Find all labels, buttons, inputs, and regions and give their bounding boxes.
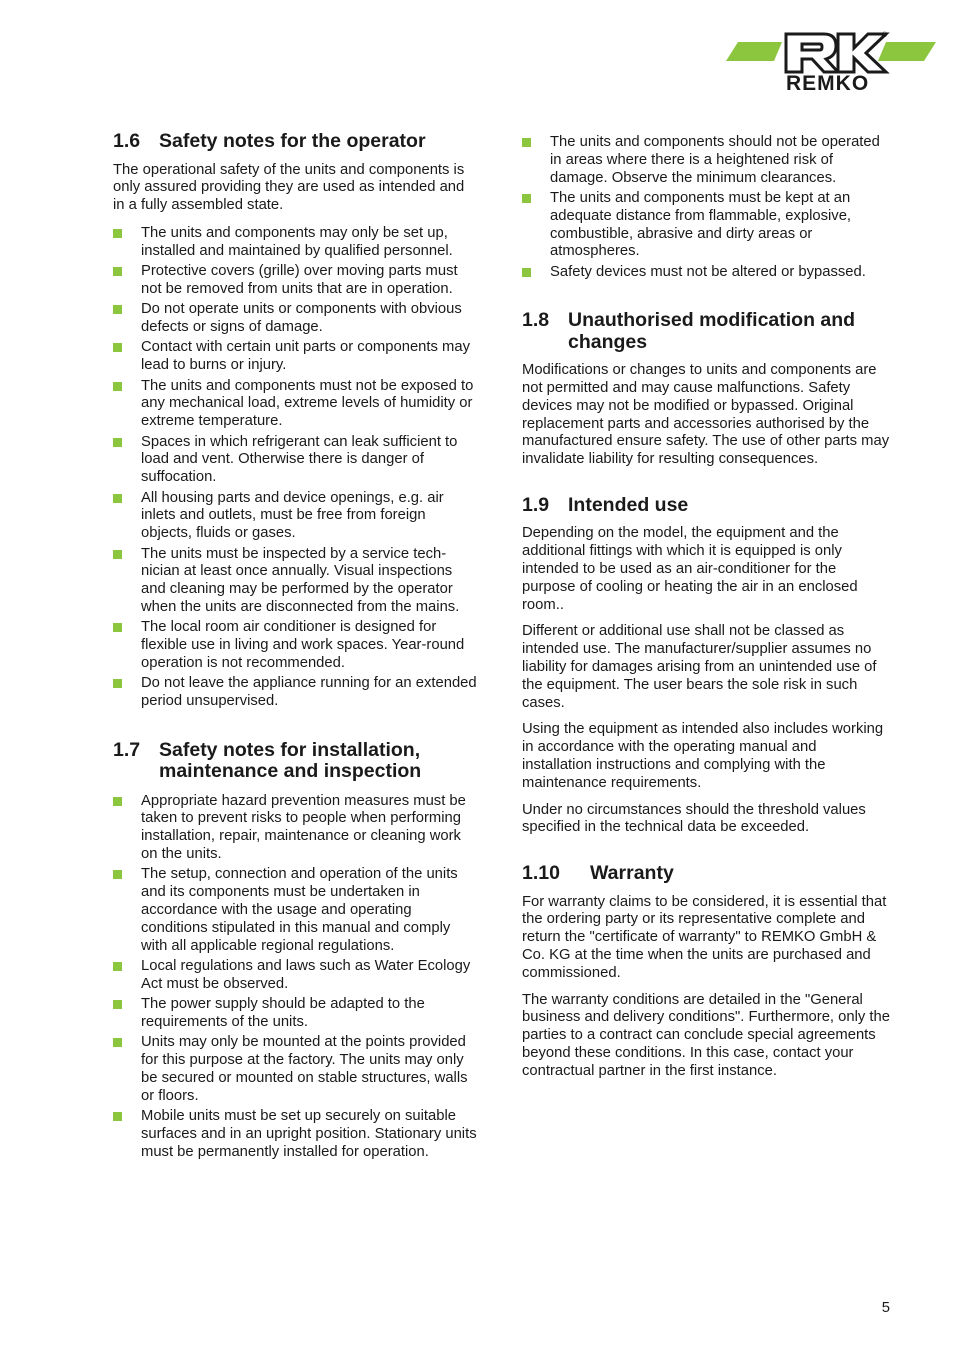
sec-1-6-list bbox=[113, 225, 479, 711]
list-item: Contact with certain unit parts or components may lead to burns or injury. bbox=[113, 339, 479, 375]
list-item: Do not operate units or components with obvious defects or signs of damage. bbox=[113, 301, 479, 337]
sec-1-9-paragraph: Different or additional use shall not be classed as intended use. The manufacturer/supplier assumes no liability for damages arising from an unintended use of the equipment. The user bears the sole risk in such cases. bbox=[522, 623, 877, 711]
bullet-square-icon bbox=[113, 438, 122, 447]
logo-mark: ® bbox=[882, 32, 888, 39]
heading-1-8-number: 1.8 bbox=[522, 309, 550, 332]
sec-1-6-intro: The operational safety of the units and components is only assured providing they are used as intended and in a fully assembled state. bbox=[113, 161, 465, 214]
heading-1-10 bbox=[522, 863, 890, 885]
heading-1-7-title: Safety notes for installation, maintenance and inspection bbox=[159, 738, 422, 783]
bullet-square-icon bbox=[113, 623, 122, 632]
heading-1-8-title: Unauthorised modification and changes bbox=[568, 309, 856, 353]
bullet-square-icon bbox=[113, 1038, 122, 1047]
heading-1-9-number: 1.9 bbox=[522, 493, 550, 516]
bullet-square-icon bbox=[113, 305, 122, 314]
sec-1-9-paragraph: Using the equipment as intended also includes working in accordance with the operating manual and installation instructions and complying with the maintenance requirements. bbox=[522, 721, 884, 791]
list-item: All housing parts and device openings, e.g. air inlets and outlets, must be free from foreign objects, fluids or gases. bbox=[113, 490, 479, 543]
bullet-square-icon bbox=[113, 550, 122, 559]
list-item: Protective covers (grille) over moving parts must not be removed from units that are in operation. bbox=[113, 263, 479, 299]
list-item: The units must be inspected by a service technician at least once annually. Visual inspections and cleaning may be performed by the operator when the units are disconnected from the mains. bbox=[113, 546, 479, 617]
sec-1-7-list-continued bbox=[522, 134, 890, 282]
bullet-square-icon bbox=[113, 962, 122, 971]
sec-1-10-paragraph: For warranty claims to be considered, it is essential that the ordering party or its representative complete and return the "certificate of warranty" to REMKO GmbH & Co. KG at the time when the units are purchased and commissioned. bbox=[522, 893, 887, 981]
list-item: The local room air conditioner is designed for flexible use in living and work spaces. Year-round operation is not recommended. bbox=[113, 619, 479, 672]
heading-1-6-number: 1.6 bbox=[113, 130, 141, 152]
heading-1-6 bbox=[113, 131, 479, 153]
sec-1-9-paragraph: Under no circumstances should the threshold values specified in the technical data be exceeded. bbox=[522, 801, 866, 836]
bullet-square-icon bbox=[113, 1112, 122, 1121]
bullet-square-icon bbox=[113, 870, 122, 879]
list-item: Spaces in which refrigerant can leak sufficient to load and vent. Otherwise there is danger of suffocation. bbox=[113, 434, 479, 487]
bullet-square-icon bbox=[113, 267, 122, 276]
right-column bbox=[522, 134, 890, 1081]
list-item: Mobile units must be set up securely on suitable surfaces and in an upright position. Stationary units must be permanently installed for operation. bbox=[113, 1108, 479, 1161]
bullet-square-icon bbox=[113, 797, 122, 806]
list-item: The units and components may only be set up, installed and maintained by qualified personnel. bbox=[113, 225, 479, 261]
list-item: Local regulations and laws such as Water Ecology Act must be observed. bbox=[113, 958, 479, 994]
heading-1-7 bbox=[113, 740, 479, 783]
logo-text: REMKO bbox=[786, 72, 870, 94]
heading-1-9 bbox=[522, 495, 890, 517]
left-column bbox=[113, 131, 479, 1164]
bullet-square-icon bbox=[113, 229, 122, 238]
list-item: Appropriate hazard prevention measures must be taken to prevent risks to people when performing installation, repair, maintenance or cleaning work on the units. bbox=[113, 793, 479, 864]
sec-1-9-paragraph: Depending on the model, the equipment and the additional fittings with which it is equipped is only intended to be used as an air-conditioner for the purpose of cooling or heating the air in an enclosed room.. bbox=[522, 525, 858, 613]
sec-1-7-list bbox=[113, 793, 479, 1162]
list-item: The power supply should be adapted to the requirements of the units. bbox=[113, 996, 479, 1032]
heading-1-10-number: 1.10 bbox=[522, 862, 560, 885]
bullet-square-icon bbox=[522, 194, 531, 203]
list-item: The units and components must be kept at an adequate distance from flammable, explosive, combustible, abrasive and dirty areas or atmospheres. bbox=[522, 190, 890, 261]
heading-1-6-title: Safety notes for the operator bbox=[159, 130, 426, 152]
bullet-square-icon bbox=[113, 1000, 122, 1009]
heading-1-8 bbox=[522, 310, 890, 353]
remko-logo bbox=[724, 28, 938, 94]
list-item: The setup, connection and operation of the units and its components must be undertaken in accordance with the usage and operating conditions stipulated in this manual and comply with all applicable regional regulations. bbox=[113, 866, 479, 955]
heading-1-9-title: Intended use bbox=[568, 493, 689, 516]
sec-1-8-body: Modifications or changes to units and components are not permitted and may cause malfunctions. Safety devices may not be modified or bypassed. Original replacement parts and accessories authorised by the manufactured ensure safety. The use of other parts may invalidate liability for resulting consequences. bbox=[522, 362, 890, 468]
list-item: Do not leave the appliance running for an extended period unsupervised. bbox=[113, 675, 479, 711]
list-item: Safety devices must not be altered or bypassed. bbox=[522, 264, 890, 282]
heading-1-7-number: 1.7 bbox=[113, 738, 141, 761]
bullet-square-icon bbox=[113, 494, 122, 503]
list-item: The units and components must not be exposed to any mechanical load, extreme levels of humidity or extreme temperature. bbox=[113, 378, 479, 431]
page-number: 5 bbox=[881, 1300, 890, 1316]
heading-1-10-title: Warranty bbox=[590, 862, 674, 885]
bullet-square-icon bbox=[113, 343, 122, 352]
list-item: The units and components should not be operated in areas where there is a heightened risk of damage. Observe the minimum clearances. bbox=[522, 134, 890, 187]
bullet-square-icon bbox=[522, 268, 531, 277]
sec-1-10-paragraph: The warranty conditions are detailed in the "General business and delivery conditions". Furthermore, only the parties to a contract can conclude special agreements beyond these conditions. In this case, contact your contractual partner in the first instance. bbox=[522, 991, 890, 1079]
list-item: Units may only be mounted at the points provided for this purpose at the factory. The units may only be secured or mounted on stable structures, walls or floors. bbox=[113, 1034, 479, 1105]
bullet-square-icon bbox=[522, 138, 531, 147]
bullet-square-icon bbox=[113, 382, 122, 391]
bullet-square-icon bbox=[113, 679, 122, 688]
